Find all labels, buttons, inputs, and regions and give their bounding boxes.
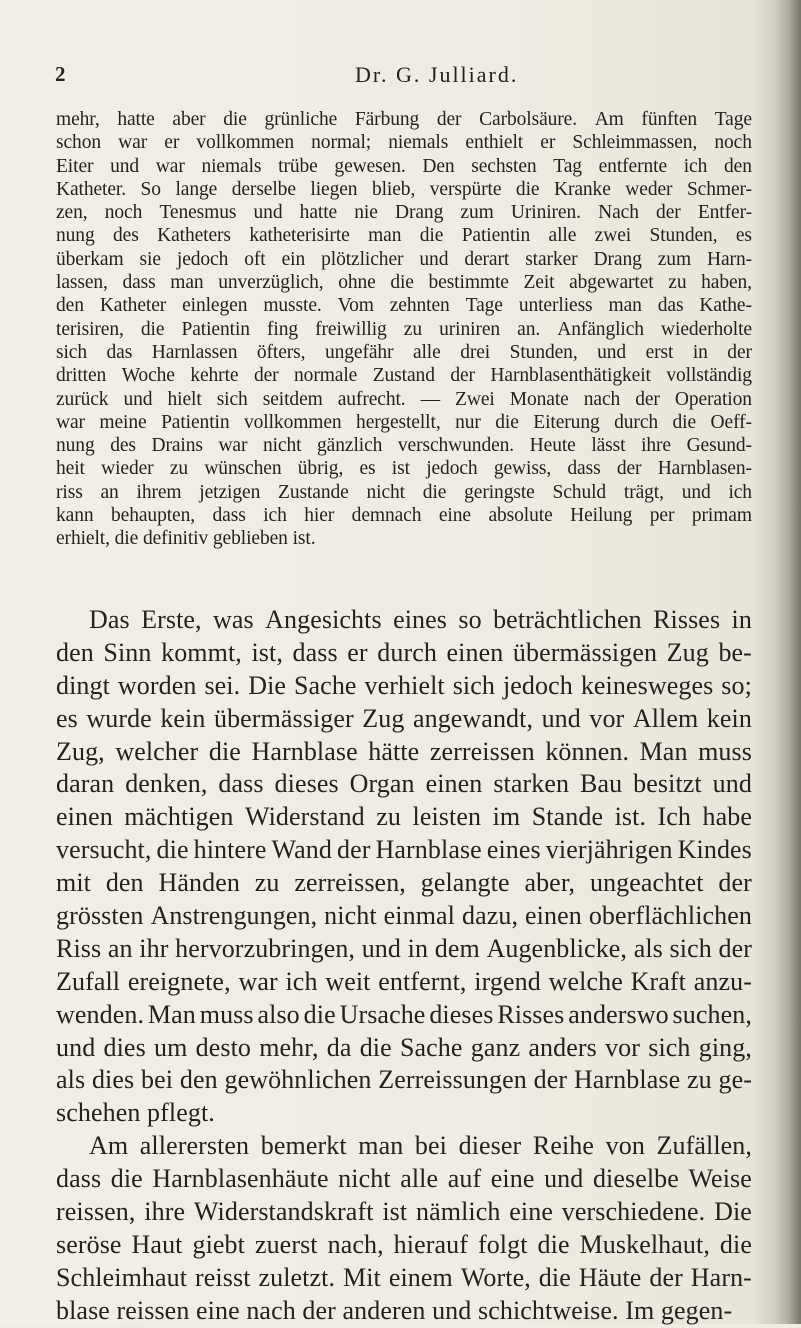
text-line: blase reissen eine nach der anderen und schichtweise. Im gegen-: [56, 1295, 733, 1325]
text-line: Zug, welcher die Harnblase hätte zerreissen können. Man muss: [56, 736, 752, 766]
text-line: dritten Woche kehrte der normale Zustand der Harnblasenthätigkeit vollständig: [56, 365, 752, 387]
text-line: dingt worden sei. Die Sache verhielt sich jedoch keinesweges so;: [56, 670, 752, 700]
text-line: schon war er vollkommen normal; niemals enthielt er Schleimmassen, noch: [56, 132, 752, 154]
text-line: zen, noch Tenesmus und hatte nie Drang zum Uriniren. Nach der Entfer-: [56, 202, 752, 224]
text-line: Riss an ihr hervorzubringen, und in dem Augenblicke, als sich der: [56, 933, 752, 963]
text-line: mehr, hatte aber die grünliche Färbung der Carbolsäure. Am fünften Tage: [56, 109, 752, 130]
text-line: Das Erste, was Angesichts eines so beträchtlichen Risses in: [89, 605, 752, 634]
text-line: lassen, dass man unverzüglich, ohne die bestimmte Zeit abgewartet zu haben,: [56, 272, 752, 294]
text-line: Katheter. So lange derselbe liegen blieb, verspürte die Kranke weder Schmer-: [56, 178, 752, 200]
text-line: Zufall ereignete, war ich weit entfernt, irgend welche Kraft anzu-: [56, 966, 752, 996]
text-line: und dies um desto mehr, da die Sache ganz anders vor sich ging,: [56, 1032, 752, 1062]
text-line: Am allerersten bemerkt man bei dieser Reihe von Zufällen,: [89, 1131, 752, 1161]
small-print-paragraph: [56, 108, 752, 551]
text-line: mit den Händen zu zerreissen, gelangte aber, ungeachtet der: [56, 868, 752, 898]
text-line: den Sinn kommt, ist, dass er durch einen übermässigen Zug be-: [56, 637, 752, 667]
running-head: Dr. G. Julliard.: [355, 62, 519, 87]
text-line: war meine Patientin vollkommen hergestellt, nur die Eiterung durch die Oeff-: [56, 411, 752, 433]
text-line: als dies bei den gewöhnlichen Zerreissungen der Harnblase zu ge-: [56, 1065, 752, 1095]
text-line: es wurde kein übermässiger Zug angewandt, und vor Allem kein: [56, 703, 752, 733]
text-line: versucht, die hintere Wand der Harnblase eines vierjährigen Kindes: [56, 835, 752, 865]
text-line: Eiter und war niemals trübe gewesen. Den sechsten Tag entfernte ich den: [56, 155, 752, 177]
text-line: riss an ihrem jetzigen Zustande nicht die geringste Schuld trägt, und ich: [56, 481, 752, 503]
text-line: sich das Harnlassen öfters, ungefähr alle drei Stunden, und erst in der: [56, 341, 752, 363]
text-line: überkam sie jedoch oft ein plötzlicher und derart starker Drang zum Harn-: [56, 248, 752, 270]
text-line: einen mächtigen Widerstand zu leisten im Stande ist. Ich habe: [56, 802, 752, 832]
page-edge-shadow: [775, 0, 801, 1324]
text-line: grössten Anstrengungen, nicht einmal dazu, einen oberflächlichen: [56, 901, 752, 931]
text-line: schehen pflegt.: [56, 1098, 215, 1128]
text-line: dass die Harnblasenhäute nicht alle auf eine und dieselbe Weise: [56, 1164, 752, 1194]
main-text: [56, 604, 752, 1328]
text-line: Schleimhaut reisst zuletzt. Mit einem Worte, die Häute der Harn-: [56, 1262, 752, 1292]
text-line: nung des Drains war nicht gänzlich verschwunden. Heute lässt ihre Gesund-: [56, 435, 752, 457]
text-line: heit wieder zu wünschen übrig, es ist jedoch gewiss, dass der Harnblasen-: [56, 458, 752, 480]
text-line: erhielt, die definitiv geblieben ist.: [56, 528, 316, 550]
text-line: kann behaupten, dass ich hier demnach eine absolute Heilung per primam: [56, 505, 752, 527]
text-line: terisiren, die Patientin fing freiwillig zu uriniren an. Anfänglich wiederholte: [56, 318, 752, 340]
text-line: den Katheter einlegen musste. Vom zehnten Tage unterliess man das Kathe-: [56, 295, 752, 317]
text-line: nung des Katheters katheterisirte man die Patientin alle zwei Stunden, es: [56, 225, 752, 247]
text-line: zurück und hielt sich seitdem aufrecht. — Zwei Monate nach der Operation: [56, 388, 752, 410]
page-number: 2: [55, 62, 66, 86]
text-line: wenden. Man muss also die Ursache dieses Risses anderswo suchen,: [56, 999, 752, 1029]
page-header: [0, 62, 801, 92]
text-line: seröse Haut giebt zuerst nach, hierauf folgt die Muskelhaut, die: [56, 1229, 752, 1259]
text-line: reissen, ihre Widerstandskraft ist nämlich eine verschiedene. Die: [56, 1197, 752, 1227]
text-line: daran denken, dass dieses Organ einen starken Bau besitzt und: [56, 769, 752, 799]
